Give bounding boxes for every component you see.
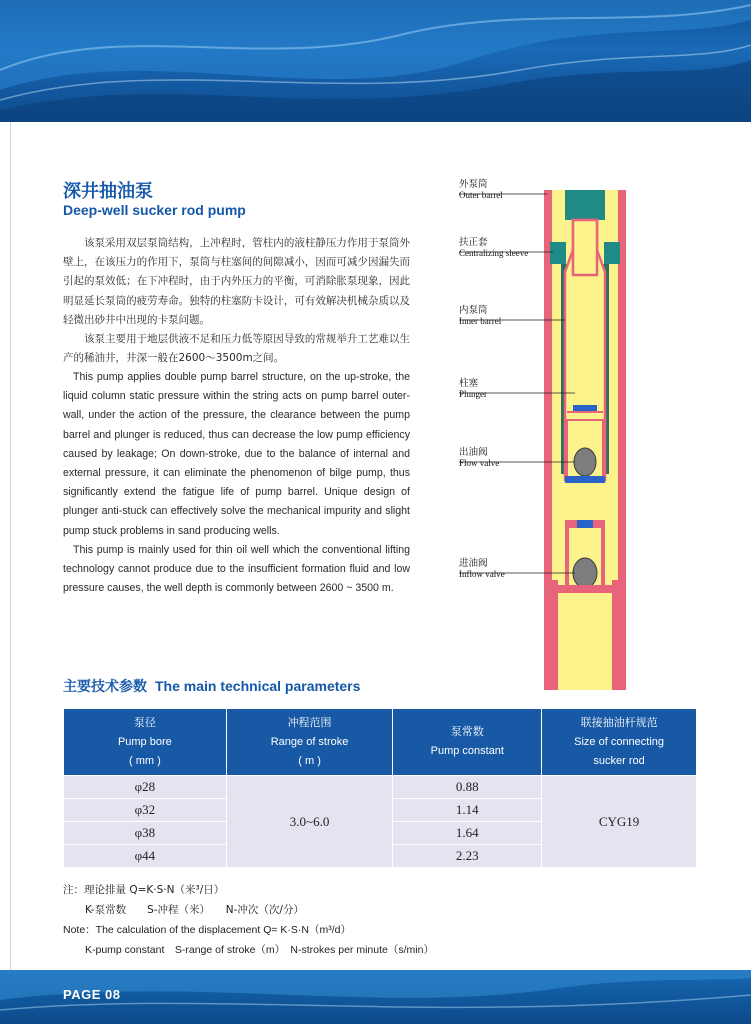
header-wave-decoration: [0, 0, 751, 122]
centralizing-sleeve-right: [604, 242, 620, 264]
inflow-valve-seat: [558, 585, 612, 593]
label-inner-barrel: 内泵筒 Inner barrel: [459, 305, 502, 326]
label-inflow-valve: 进油阀 Inflow valve: [459, 558, 505, 579]
note-formula-en: Note：The calculation of the displacement Q= K·S·N（m³/d）: [63, 924, 351, 936]
note-legend-en: K-pump constant S-range of stroke（m） N-strokes per minute（s/min）: [85, 944, 434, 956]
top-coupling: [565, 190, 605, 220]
cell-constant: 0.88: [393, 776, 542, 799]
cell-constant: 1.64: [393, 822, 542, 845]
formula-notes: [63, 880, 434, 960]
label-plunger: 柱塞 Plunger: [459, 378, 487, 399]
header-pump-bore: [64, 709, 227, 776]
inflow-cage-right: [601, 528, 605, 588]
cell-constant: 2.23: [393, 845, 542, 868]
header-unit: ( mm ): [128, 754, 161, 767]
header-unit: ( m ): [298, 754, 321, 767]
parameters-table: [63, 708, 697, 868]
table-row: [64, 776, 697, 799]
header-cn: 联接抽油杆规范: [580, 716, 658, 729]
description-en-paragraph: This pump applies double pump barrel structure, on the up-stroke, the liquid column static pressure within the string acts on pump barrel outer-wall, under the action of the pressure, the clearance between the pump barrel and plunger is reduced, thus can decrease the low pump efficiency caused by leakage; On down-stroke, due to the balance of internal and external pressure, it can eliminate the phenomenon of bilge pump, thus significantly extend the fatigue life of pump barrel. Unique design of plunger anti-stuck can effectively solve the mechanical impurity and slight pump stuck problems in sand producing wells.: [63, 371, 410, 537]
params-title-cn: 主要技术参数: [63, 679, 147, 695]
description-cn-paragraph: 该泵采用双层泵筒结构，上冲程时，管柱内的液柱静压力作用于泵筒外壁上，在该压力的作用下，泵筒与柱塞间的间隙减小，因而可减少因漏失而引起的泵效低；在下冲程时，由于内外压力的平衡，可消除胀泵现象，因此明显延长泵筒的疲劳寿命。独特的柱塞防卡设计，可有效解决机械杂质以及轻微出砂井中出现的卡泵问题。: [63, 237, 410, 326]
lower-wall-right: [612, 580, 626, 690]
header-stroke-range: [226, 709, 393, 776]
cell-stroke: 3.0~6.0: [226, 776, 393, 868]
cell-bore: φ32: [64, 799, 227, 822]
description-cn-paragraph: 该泵主要用于地层供液不足和压力低等原因导致的常规举升工艺难以生产的稀油井，井深一般在2600～3500m之间。: [63, 333, 410, 365]
note-legend-cn: K-泵常数 S-冲程（米） N-冲次（次/分）: [85, 904, 304, 916]
note-formula-cn: 注：理论排量 Q=K·S·N（米³/日）: [63, 884, 225, 896]
header-cn: 泵径: [133, 716, 156, 729]
header-cn: 冲程范围: [287, 716, 332, 729]
description-en-paragraph: This pump is mainly used for thin oil well which the conventional lifting technology cannot produce due to the insufficient formation fluid and low pressure causes, the well depth is commonly between 2600 ~ 3500 m.: [63, 543, 410, 595]
label-centralizing-sleeve: 扶正套 Centralizing sleeve: [459, 237, 529, 258]
label-flow-valve: 出油阀 Flow valve: [459, 447, 500, 468]
cell-bore: φ28: [64, 776, 227, 799]
header-en: Range of stroke: [270, 735, 349, 748]
cell-rod: CYG19: [542, 776, 697, 868]
pump-diagram: [455, 180, 695, 690]
inflow-cage-plug: [577, 520, 593, 528]
cell-bore: φ38: [64, 822, 227, 845]
header-unit: sucker rod: [593, 754, 645, 767]
description-cn: [63, 234, 410, 368]
plunger-seat-band: [573, 405, 597, 412]
left-margin-rule: [10, 122, 11, 970]
params-title: [63, 676, 360, 696]
header-sucker-rod: [542, 709, 697, 776]
flow-valve-seat: [565, 476, 605, 483]
header-banner: [0, 0, 751, 122]
title-en: Deep-well sucker rod pump: [63, 202, 246, 218]
label-outer-barrel: 外泵筒 Outer barrel: [459, 179, 503, 200]
inflow-valve-ball: [573, 558, 597, 588]
cell-bore: φ44: [64, 845, 227, 868]
header-cn: 泵常数: [450, 726, 484, 738]
header-en: Pump constant: [430, 745, 504, 757]
cell-constant: 1.14: [393, 799, 542, 822]
params-title-en: The main technical parameters: [155, 678, 361, 694]
table-header-row: [64, 709, 697, 776]
lower-wall-left: [544, 580, 558, 690]
page-number: PAGE 08: [63, 987, 121, 1002]
header-en: Pump bore: [117, 735, 172, 748]
description-en: [63, 368, 410, 598]
inflow-cage-left: [565, 528, 569, 588]
header-en: Size of connecting: [574, 735, 665, 748]
plunger-rod: [573, 220, 597, 275]
flow-valve-ball: [574, 448, 596, 476]
header-pump-constant: [393, 709, 542, 776]
centralizing-sleeve-left: [550, 242, 566, 264]
title-cn: 深井抽油泵: [63, 181, 153, 202]
